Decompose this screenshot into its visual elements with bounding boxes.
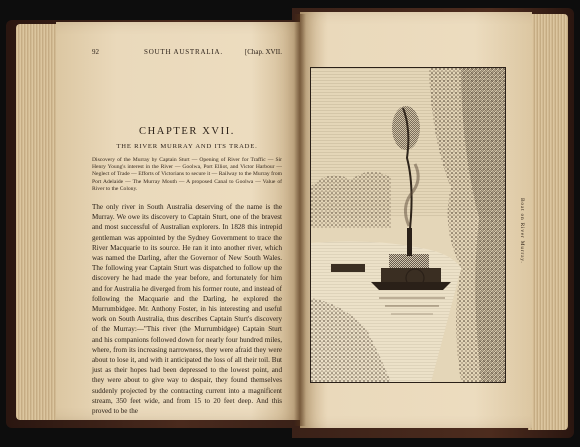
plate-caption: Boat on River Murray. — [519, 198, 525, 264]
chapter-title: CHAPTER XVII. — [138, 126, 236, 137]
engraving-plate — [310, 67, 506, 383]
body-text — [92, 202, 282, 416]
body-paragraph: The only river in South Australia deserving of the name is the Murray. We owe its discovery to Captain Sturt, one of the bravest and most successful of Australian explorers. In 1828 this intrepid gentleman was appointed by the Sydney Government to trace the River Macquarie to its source. He ran it into another river, which was named the Darling, after the Governor of New South Wales. The following year Captain Sturt was dispatched to follow up the discovery he had made the year before, and fortunately for him and for Australia he diverged from his former route, and instead of following the Macquarie and the Darling, he explored the Murrumbidgee. Mr. Anthony Foster, in his interesting and useful work on South Australia, thus describes Captain Sturt's discovery of the Murray:—"This river (the Murrumbidgee) Captain Sturt and his companions followed down for nearly four hundred miles, where, from its increasing narrowness, they were afraid they were about to lose it, and with it anticipated the loss of all their toil. But just as their hopes had been depressed to the lowest point, and they were about to give way to despair, they found themselves suddenly projected by the contracting current into a magnificent stream, 350 feet wide, and from 15 to 20 feet deep. And this proved to be the — [92, 203, 282, 416]
running-title: SOUTH AUSTRALIA. — [144, 48, 223, 56]
chapter-reference: [Chap. XVII. — [244, 48, 282, 56]
page-block-edge-right — [528, 14, 568, 430]
chapter-subtitle: THE RIVER MURRAY AND ITS TRADE. — [116, 143, 258, 150]
chapter-synopsis: Discovery of the Murray by Captain Sturt — Opening of River for Traffic — Sir Henry Young's interest in the River — Goolwa, Port Elliot, and Victor Harbour — Neglect of Trade — Efforts of Victorians to secure it — Railway to the Murray from Port Adelaide — The Murray Mouth — A proposed Canal to Goolwa — Value of River to the Colony. — [92, 157, 282, 192]
book-gutter — [294, 14, 306, 426]
page-number: 92 — [92, 48, 99, 56]
river-engraving-illustration — [311, 68, 505, 382]
running-header — [92, 48, 282, 58]
